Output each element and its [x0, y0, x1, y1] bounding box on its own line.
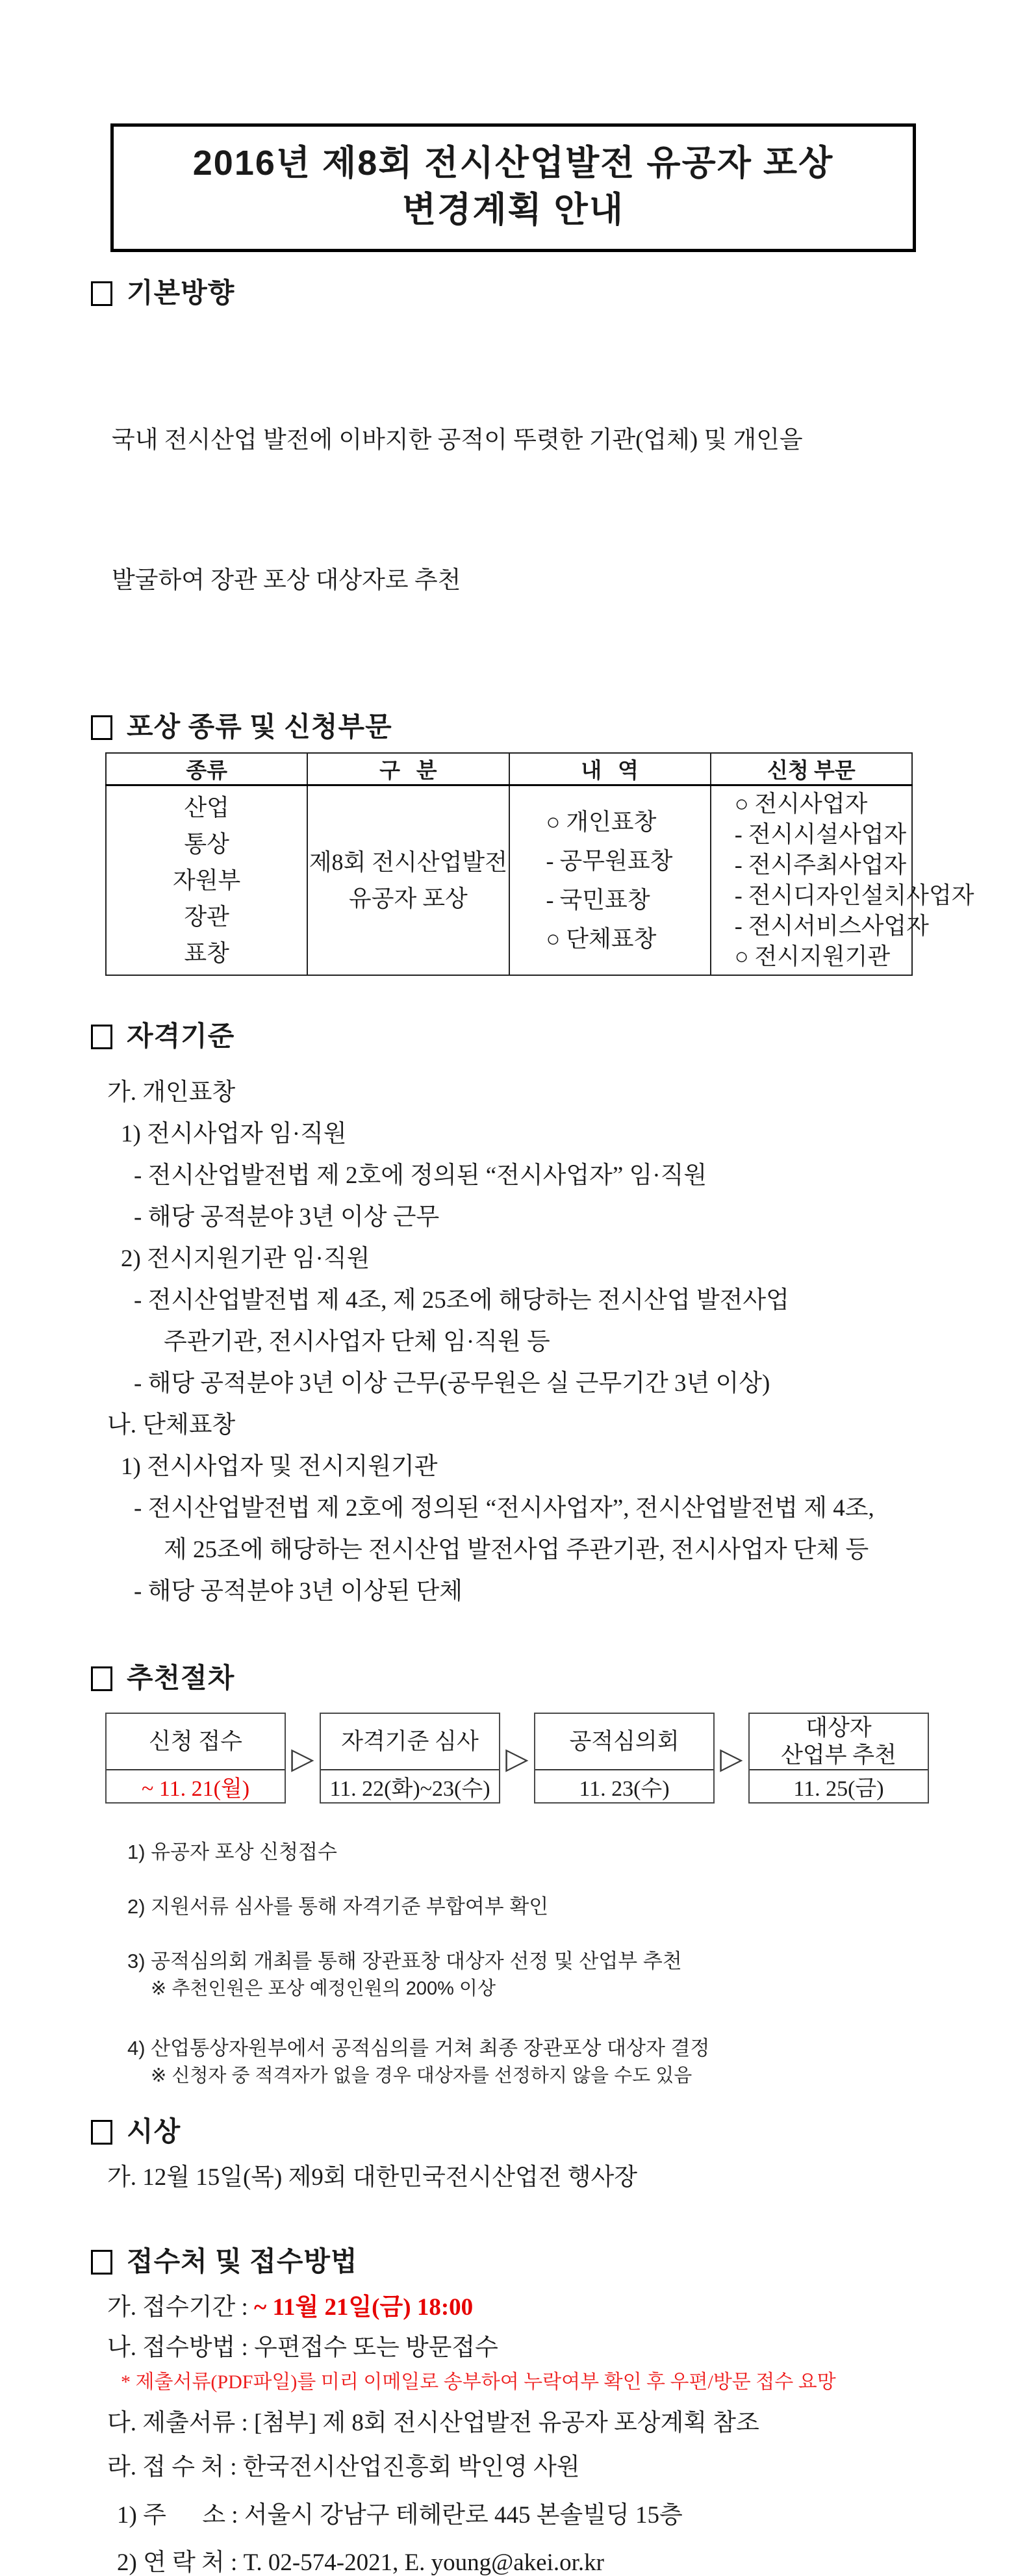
award-table — [105, 752, 974, 976]
criteria-item: 주관기관, 전시사업자 단체 임·직원 등 — [164, 1329, 550, 1355]
award-table-row — [106, 785, 912, 976]
flow-step-committee — [534, 1713, 715, 1804]
criteria-item: - 전시산업발전법 제 4조, 제 25조에 해당하는 전시산업 발전사업 — [134, 1287, 789, 1314]
flow-step-date: 11. 25(금) — [793, 1777, 884, 1801]
reception-contact-line: 2) 연 락 처 : T. 02-574-2021, E. young@akei.or.kr — [117, 2549, 604, 2576]
basic-body — [112, 324, 1029, 698]
award-table-col-gubun: 구 분 — [307, 753, 509, 785]
award-table-col-apply: 신청 부문 — [711, 753, 912, 785]
section-heading-basic — [91, 278, 1029, 309]
criteria-item: 가. 개인표창 — [107, 1079, 236, 1106]
basic-body-line: 국내 전시산업 발전에 이바지한 공적이 뚜렷한 기관(업체) 및 개인을 — [112, 427, 803, 453]
flow-step-title: 대상자 — [806, 1715, 872, 1741]
flow-arrow-icon: ▷ — [291, 1741, 314, 1776]
section-heading-ceremony-label: 시상 — [127, 2117, 181, 2147]
award-table-col-detail: 내 역 — [509, 753, 711, 785]
procedure-note: 2) 지원서류 심사를 통해 자격기준 부합여부 확인 — [127, 1895, 549, 1918]
flow-arrow-icon: ▷ — [720, 1741, 743, 1776]
award-cell-gubun: 제8회 전시산업발전 유공자 포상 — [307, 785, 509, 976]
criteria-item: - 해당 공적분야 3년 이상 근무(공무원은 실 근무기간 3년 이상) — [134, 1370, 770, 1397]
flow-arrow-icon: ▷ — [505, 1741, 529, 1776]
procedure-notes — [0, 1840, 1029, 2087]
section-heading-criteria-label: 자격기준 — [127, 1022, 235, 1052]
section-heading-award-label: 포상 종류 및 신청부문 — [127, 713, 392, 743]
flow-step-date: 11. 22(화)~23(수) — [329, 1777, 490, 1801]
section-marker-square-icon — [91, 715, 112, 740]
reception-period-line — [107, 2295, 1029, 2321]
procedure-note: 3) 공적심의회 개최를 통해 장관표창 대상자 선정 및 산업부 추천 — [127, 1950, 682, 1972]
section-marker-square-icon — [91, 2120, 112, 2145]
section-marker-square-icon — [91, 1025, 112, 1049]
criteria-item: - 해당 공적분야 3년 이상된 단체 — [134, 1578, 463, 1605]
section-heading-ceremony — [91, 2117, 1029, 2148]
criteria-item: 나. 단체표창 — [107, 1412, 236, 1438]
award-table-header-row — [106, 753, 912, 785]
criteria-item: - 해당 공적분야 3년 이상 근무 — [134, 1204, 440, 1231]
document-page — [0, 123, 1029, 2576]
flow-step-date: ~ 11. 21(월) — [141, 1777, 250, 1801]
criteria-list — [0, 1072, 1029, 1613]
procedure-note-sub: ※ 신청자 중 적격자가 없을 경우 대상자를 선정하지 않을 수도 있음 — [151, 2065, 692, 2086]
procedure-note: 1) 유공자 포상 신청접수 — [127, 1841, 337, 1863]
reception-method-line: 나. 접수방법 : 우편접수 또는 방문접수 — [107, 2334, 498, 2361]
page-title-box — [110, 123, 916, 252]
reception-period-value: ~ 11월 21일(금) 18:00 — [254, 2294, 474, 2321]
reception-documents-line: 다. 제출서류 : [첨부] 제 8회 전시산업발전 유공자 포상계획 참조 — [107, 2410, 759, 2436]
criteria-item: 1) 전시사업자 임·직원 — [121, 1121, 347, 1147]
procedure-note: 4) 산업통상자원부에서 공적심의를 거쳐 최종 장관포상 대상자 결정 — [127, 2037, 710, 2060]
basic-body-line: 발굴하여 장관 포상 대상자로 추천 — [112, 567, 461, 594]
flow-step-application — [105, 1713, 286, 1804]
page-title-line1: 2016년 제8회 전시산업발전 유공자 포상 — [192, 144, 834, 183]
section-heading-reception — [91, 2247, 1029, 2278]
criteria-item: - 전시산업발전법 제 2호에 정의된 “전시사업자”, 전시산업발전법 제 4조, — [134, 1495, 874, 1522]
award-cell-apply: ○ 전시사업자 - 전시시설사업자 - 전시주최사업자 - 전시디자인설치사업자 - 전시서비스사업자 ○ 전시지원기관 — [711, 785, 912, 976]
flow-step-title: 신청 접수 — [149, 1728, 242, 1754]
reception-period-label: 가. 접수기간 : — [107, 2294, 254, 2321]
section-heading-award — [91, 712, 1029, 743]
criteria-item: 2) 전시지원기관 임·직원 — [121, 1245, 370, 1272]
section-marker-square-icon — [91, 2250, 112, 2275]
criteria-item: - 전시산업발전법 제 2호에 정의된 “전시사업자” 임·직원 — [134, 1162, 707, 1189]
flow-step-title: 공적심의회 — [569, 1728, 680, 1754]
page-title-line2: 변경계획 안내 — [402, 190, 624, 229]
flow-step-title-line2: 산업부 추천 — [781, 1742, 896, 1768]
procedure-note-sub: ※ 추천인원은 포상 예정인원의 200% 이상 — [151, 1978, 496, 1999]
reception-office-line: 라. 접 수 처 : 한국전시산업진흥회 박인영 사원 — [107, 2454, 580, 2480]
award-table-col-kind: 종류 — [106, 753, 307, 785]
ceremony-line: 가. 12월 15일(목) 제9회 대한민국전시산업전 행사장 — [107, 2164, 637, 2191]
reception-method-note: * 제출서류(PDF파일)를 미리 이메일로 송부하여 누락여부 확인 후 우편/방문 접수 요망 — [121, 2371, 836, 2393]
award-cell-kind: 산업 통상 자원부 장관 표창 — [106, 785, 307, 976]
flow-step-title: 자격기준 심사 — [341, 1728, 479, 1754]
criteria-item: 1) 전시사업자 및 전시지원기관 — [121, 1453, 438, 1480]
criteria-item: 제 25조에 해당하는 전시산업 발전사업 주관기관, 전시사업자 단체 등 — [164, 1537, 869, 1563]
flow-step-date: 11. 23(수) — [579, 1777, 670, 1801]
section-heading-procedure — [91, 1663, 1029, 1694]
reception-address-line: 1) 주 소 : 서울시 강남구 테헤란로 445 본솔빌딩 15층 — [117, 2502, 683, 2529]
section-heading-basic-label: 기본방향 — [127, 279, 235, 309]
flow-step-screening — [320, 1713, 500, 1804]
section-marker-square-icon — [91, 1666, 112, 1691]
procedure-flow — [105, 1713, 929, 1804]
section-marker-square-icon — [91, 281, 112, 306]
section-heading-procedure-label: 추천절차 — [127, 1664, 235, 1694]
award-cell-detail: ○ 개인표창 - 공무원표창 - 국민표창 ○ 단체표창 — [509, 785, 711, 976]
flow-step-recommendation — [748, 1713, 929, 1804]
section-heading-criteria — [91, 1021, 1029, 1052]
section-heading-reception-label: 접수처 및 접수방법 — [127, 2247, 358, 2277]
